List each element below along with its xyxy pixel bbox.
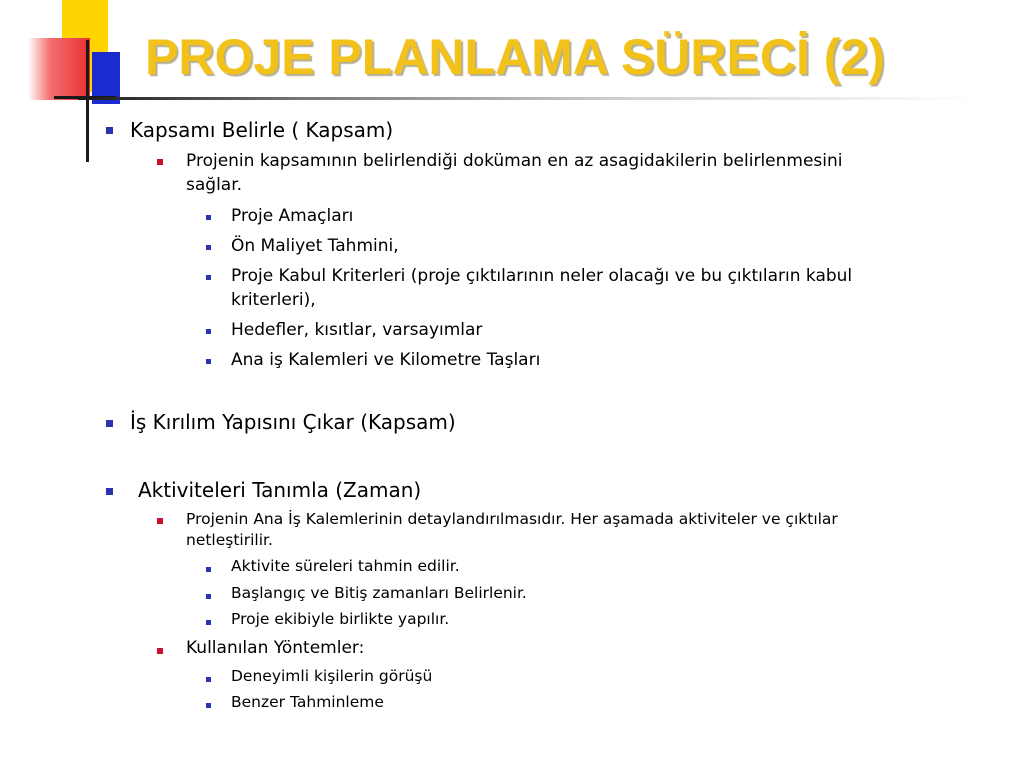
deco-vertical-line [86, 40, 89, 162]
deco-red-block [28, 38, 90, 100]
small-blue-square-bullet-icon [206, 245, 211, 250]
section-kapsam-heading: Kapsamı Belirle ( Kapsam) [130, 118, 394, 142]
title-divider [78, 97, 978, 100]
list-item: Hedefler, kısıtlar, varsayımlar [231, 320, 483, 340]
list-item: Proje ekibiyle birlikte yapılır. [231, 610, 450, 628]
section-wbs-heading: İş Kırılım Yapısını Çıkar (Kapsam) [130, 410, 456, 434]
list-item: Proje Kabul Kriterleri (proje çıktılarının neler olacağı ve bu çıktıların kabul [231, 266, 853, 286]
list-item: Benzer Tahminleme [231, 693, 384, 711]
small-blue-square-bullet-icon [206, 215, 211, 220]
small-blue-square-bullet-icon [206, 329, 211, 334]
section-aktivite-heading: Aktiviteleri Tanımla (Zaman) [138, 478, 422, 502]
red-square-bullet-icon [157, 159, 163, 165]
small-blue-square-bullet-icon [206, 567, 211, 572]
kapsam-description: Projenin kapsamının belirlendiği doküman en az asagidakilerin belirlenmesini [186, 151, 843, 171]
red-square-bullet-icon [157, 648, 163, 654]
small-blue-square-bullet-icon [206, 620, 211, 625]
blue-square-bullet-icon [106, 420, 113, 427]
small-blue-square-bullet-icon [206, 677, 211, 682]
list-item: Başlangıç ve Bitiş zamanları Belirlenir. [231, 584, 527, 602]
small-blue-square-bullet-icon [206, 703, 211, 708]
aktivite-description-cont: netleştirilir. [186, 531, 273, 549]
list-item: Aktivite süreleri tahmin edilir. [231, 557, 460, 575]
list-item: Ana iş Kalemleri ve Kilometre Taşları [231, 350, 541, 370]
small-blue-square-bullet-icon [206, 594, 211, 599]
blue-square-bullet-icon [106, 488, 113, 495]
list-item: Ön Maliyet Tahmini, [231, 236, 399, 256]
blue-square-bullet-icon [106, 127, 113, 134]
list-item: Deneyimli kişilerin görüşü [231, 667, 433, 685]
list-item: Proje Amaçları [231, 206, 354, 226]
slide-title: PROJE PLANLAMA SÜRECİ (2) [145, 29, 885, 85]
aktivite-description: Projenin Ana İş Kalemlerinin detaylandırılmasıdır. Her aşamada aktiviteler ve çıktılar [186, 510, 838, 528]
yontemler-heading: Kullanılan Yöntemler: [186, 638, 365, 658]
kapsam-description-cont: sağlar. [186, 175, 243, 195]
list-item-cont: kriterleri), [231, 290, 316, 310]
small-blue-square-bullet-icon [206, 275, 211, 280]
small-blue-square-bullet-icon [206, 359, 211, 364]
red-square-bullet-icon [157, 518, 163, 524]
